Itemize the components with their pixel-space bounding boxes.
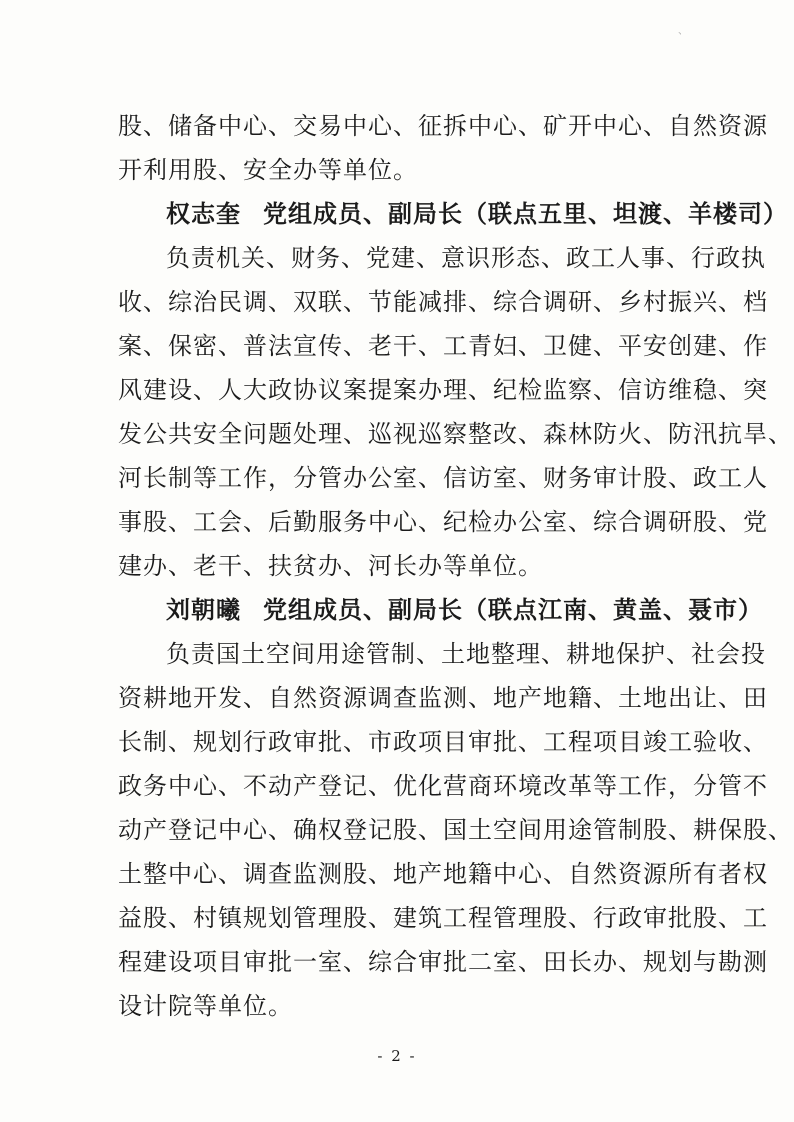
text-line: 益股、村镇规划管理股、建筑工程管理股、行政审批股、工 xyxy=(118,904,768,932)
text-line: 土整中心、调查监测股、地产地籍中心、自然资源所有者权 xyxy=(118,860,768,888)
text-line: 事股、工会、后勤服务中心、纪检办公室、综合调研股、党 xyxy=(118,508,768,536)
page-number: - 2 - xyxy=(377,1047,417,1065)
text-line: 河长制等工作，分管办公室、信访室、财务审计股、政工人 xyxy=(118,464,768,492)
person-heading xyxy=(118,588,763,632)
text-line: 股、储备中心、交易中心、征拆中心、矿开中心、自然资源 xyxy=(118,112,768,140)
scan-mark: 、 xyxy=(678,26,688,37)
text-line: 风建设、人大政协议案提案办理、纪检监察、信访维稳、突 xyxy=(118,376,768,404)
text-line: 案、保密、普法宣传、老干、工青妇、卫健、平安创建、作 xyxy=(118,332,768,360)
person-title: 党组成员、副局长（联点五里、坦渡、羊楼司） xyxy=(263,199,788,228)
text-line: 负责国土空间用途管制、土地整理、耕地保护、社会投 xyxy=(166,640,766,668)
person-name: 刘朝曦 xyxy=(166,595,241,624)
text-line: 程建设项目审批一室、综合审批二室、田长办、规划与勘测 xyxy=(118,948,768,976)
text-line: 发公共安全问题处理、巡视巡察整改、森林防火、防汛抗旱、 xyxy=(118,420,793,448)
text-line: 动产登记中心、确权登记股、国土空间用途管制股、耕保股、 xyxy=(118,816,793,844)
text-line: 长制、规划行政审批、市政项目审批、工程项目竣工验收、 xyxy=(118,728,768,756)
text-line: 负责机关、财务、党建、意识形态、政工人事、行政执 xyxy=(166,244,766,272)
person-heading xyxy=(118,192,788,236)
text-line: 建办、老干、扶贫办、河长办等单位。 xyxy=(118,552,543,580)
person-name: 权志奎 xyxy=(166,199,241,228)
text-line: 收、综治民调、双联、节能减排、综合调研、乡村振兴、档 xyxy=(118,288,768,316)
text-line: 资耕地开发、自然资源调查监测、地产地籍、土地出让、田 xyxy=(118,684,768,712)
text-line: 设计院等单位。 xyxy=(118,992,293,1020)
text-line: 开利用股、安全办等单位。 xyxy=(118,156,418,184)
text-line: 政务中心、不动产登记、优化营商环境改革等工作，分管不 xyxy=(118,772,768,800)
person-title: 党组成员、副局长（联点江南、黄盖、聂市） xyxy=(263,595,763,624)
